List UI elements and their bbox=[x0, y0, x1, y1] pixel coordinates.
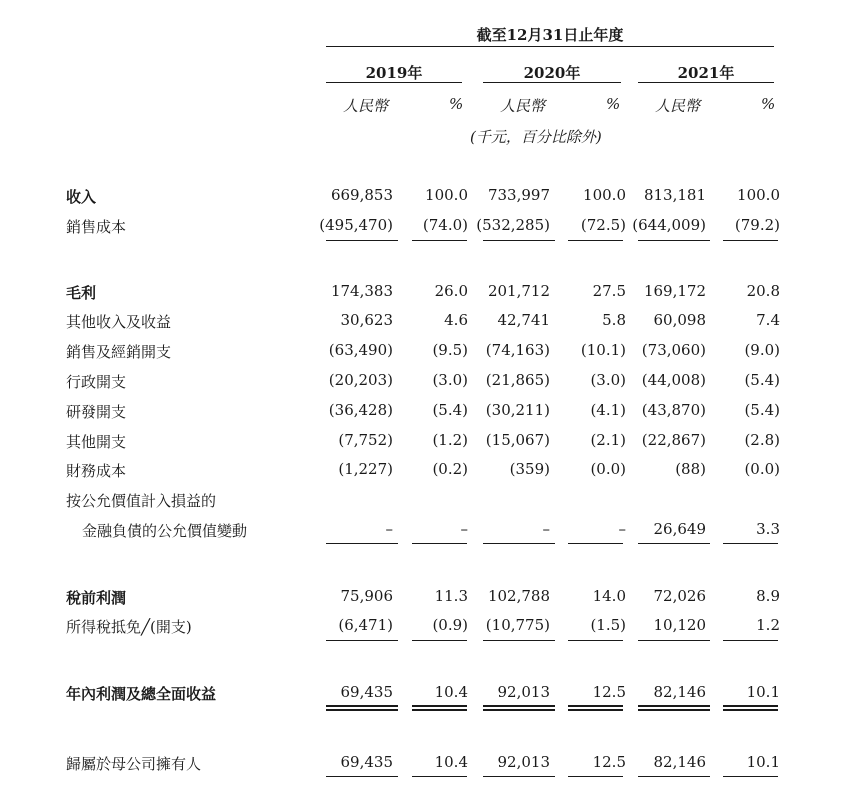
cell-pct-2020: 12.5 bbox=[592, 753, 626, 771]
cell-pct-2021: (5.4) bbox=[744, 371, 780, 389]
cell-pct-2019: 100.0 bbox=[425, 186, 468, 204]
subtotal-rule bbox=[638, 776, 710, 777]
cell-pct-2021: 8.9 bbox=[756, 587, 780, 605]
year-2019-rule bbox=[326, 82, 462, 83]
cell-pct-2019: 10.4 bbox=[434, 683, 468, 701]
subtotal-rule bbox=[723, 240, 778, 241]
unit-pct-2021: % bbox=[761, 95, 776, 113]
row-label-revenue: 收入 bbox=[66, 188, 97, 206]
subtotal-rule bbox=[412, 543, 467, 544]
cell-rmb-2020: (21,865) bbox=[485, 371, 550, 389]
subtotal-rule bbox=[723, 776, 778, 777]
row-label-finance-costs: 財務成本 bbox=[66, 462, 127, 480]
cell-rmb-2020: (15,067) bbox=[485, 431, 550, 449]
cell-rmb-2019: 30,623 bbox=[340, 311, 393, 329]
cell-rmb-2021: (22,867) bbox=[641, 431, 706, 449]
cell-rmb-2020: 733,997 bbox=[487, 186, 550, 204]
cell-pct-2020: (0.0) bbox=[590, 460, 626, 478]
year-2021-header: 2021年 bbox=[677, 64, 735, 82]
subtotal-rule bbox=[483, 640, 555, 641]
cell-rmb-2021: (44,008) bbox=[641, 371, 706, 389]
cell-pct-2020: 27.5 bbox=[592, 282, 626, 300]
cell-rmb-2019: (36,428) bbox=[328, 401, 393, 419]
row-label-other-income: 其他收入及收益 bbox=[66, 313, 172, 331]
cell-pct-2021: (2.8) bbox=[744, 431, 780, 449]
cell-rmb-2020: 201,712 bbox=[487, 282, 550, 300]
cell-pct-2020: 100.0 bbox=[583, 186, 626, 204]
cell-pct-2020: (2.1) bbox=[590, 431, 626, 449]
cell-pct-2019: 4.6 bbox=[444, 311, 468, 329]
cell-pct-2019: (3.0) bbox=[432, 371, 468, 389]
row-label-fair-value-line1: 按公允價值計入損益的 bbox=[66, 492, 217, 510]
total-double-rule bbox=[483, 705, 555, 711]
subtotal-rule bbox=[638, 240, 710, 241]
cell-pct-2020: (10.1) bbox=[580, 341, 626, 359]
cell-rmb-2021: (73,060) bbox=[641, 341, 706, 359]
cell-rmb-2019: (20,203) bbox=[328, 371, 393, 389]
subtotal-rule bbox=[638, 543, 710, 544]
cell-rmb-2019: 174,383 bbox=[330, 282, 393, 300]
cell-pct-2019: (1.2) bbox=[432, 431, 468, 449]
cell-rmb-2021: 72,026 bbox=[653, 587, 706, 605]
cell-pct-2019: (0.2) bbox=[432, 460, 468, 478]
cell-pct-2019: 26.0 bbox=[434, 282, 468, 300]
total-double-rule bbox=[723, 705, 778, 711]
row-label-attributable-owners: 歸屬於母公司擁有人 bbox=[66, 755, 202, 773]
cell-rmb-2019: 669,853 bbox=[330, 186, 393, 204]
cell-rmb-2019: (7,752) bbox=[338, 431, 393, 449]
row-label-total-comprehensive: 年內利潤及總全面收益 bbox=[66, 685, 217, 703]
subtotal-rule bbox=[483, 776, 555, 777]
subtotal-rule bbox=[568, 640, 623, 641]
cell-rmb-2019: 75,906 bbox=[340, 587, 393, 605]
cell-rmb-2019: (6,471) bbox=[338, 616, 393, 634]
total-double-rule bbox=[412, 705, 467, 711]
cell-rmb-2019: 69,435 bbox=[340, 683, 393, 701]
cell-rmb-2020: 92,013 bbox=[497, 683, 550, 701]
cell-pct-2021: 100.0 bbox=[737, 186, 780, 204]
row-label-selling-expenses: 銷售及經銷開支 bbox=[66, 343, 172, 361]
row-label-cost-of-sales: 銷售成本 bbox=[66, 218, 127, 236]
cell-rmb-2020: 92,013 bbox=[497, 753, 550, 771]
cell-pct-2021: (5.4) bbox=[744, 401, 780, 419]
cell-rmb-2020: (359) bbox=[509, 460, 550, 478]
cell-rmb-2020: (30,211) bbox=[485, 401, 550, 419]
cell-rmb-2019: 69,435 bbox=[340, 753, 393, 771]
cell-rmb-2020: (10,775) bbox=[485, 616, 550, 634]
cell-rmb-2020: – bbox=[542, 520, 550, 538]
cell-rmb-2021: (43,870) bbox=[641, 401, 706, 419]
cell-pct-2019: (5.4) bbox=[432, 401, 468, 419]
total-double-rule bbox=[326, 705, 398, 711]
cell-pct-2021: (9.0) bbox=[744, 341, 780, 359]
total-double-rule bbox=[568, 705, 623, 711]
row-label-admin-expenses: 行政開支 bbox=[66, 373, 127, 391]
unit-rmb-2020: 人民幣 bbox=[500, 97, 546, 115]
cell-pct-2021: 3.3 bbox=[756, 520, 780, 538]
year-2020-header: 2020年 bbox=[523, 64, 581, 82]
year-2019-header: 2019年 bbox=[365, 64, 423, 82]
subtotal-rule bbox=[326, 640, 398, 641]
cell-pct-2020: – bbox=[618, 520, 626, 538]
subtotal-rule bbox=[568, 776, 623, 777]
cell-rmb-2021: 82,146 bbox=[653, 683, 706, 701]
subtotal-rule bbox=[568, 543, 623, 544]
row-label-fair-value-line2: 金融負債的公允價值變動 bbox=[82, 522, 248, 540]
cell-pct-2019: 10.4 bbox=[434, 753, 468, 771]
year-2021-rule bbox=[638, 82, 774, 83]
period-header-rule bbox=[326, 46, 774, 47]
unit-rmb-2021: 人民幣 bbox=[655, 97, 701, 115]
subtotal-rule bbox=[483, 240, 555, 241]
cell-pct-2020: 12.5 bbox=[592, 683, 626, 701]
cell-pct-2020: (4.1) bbox=[590, 401, 626, 419]
cell-rmb-2021: 82,146 bbox=[653, 753, 706, 771]
unit-pct-2019: % bbox=[449, 95, 464, 113]
cell-rmb-2021: 169,172 bbox=[643, 282, 706, 300]
row-label-income-tax: 所得稅抵免╱(開支) bbox=[66, 618, 192, 636]
cell-pct-2019: (74.0) bbox=[422, 216, 468, 234]
cell-rmb-2019: (63,490) bbox=[328, 341, 393, 359]
cell-pct-2020: (72.5) bbox=[580, 216, 626, 234]
cell-rmb-2021: 813,181 bbox=[643, 186, 706, 204]
cell-pct-2021: 7.4 bbox=[756, 311, 780, 329]
row-label-other-expenses: 其他開支 bbox=[66, 433, 127, 451]
cell-pct-2020: (1.5) bbox=[590, 616, 626, 634]
row-label-profit-before-tax: 稅前利潤 bbox=[66, 589, 127, 607]
cell-pct-2021: 10.1 bbox=[746, 753, 780, 771]
unit-pct-2020: % bbox=[606, 95, 621, 113]
subtotal-rule bbox=[326, 776, 398, 777]
cell-rmb-2019: (495,470) bbox=[319, 216, 393, 234]
subtotal-rule bbox=[326, 240, 398, 241]
cell-rmb-2020: (532,285) bbox=[476, 216, 550, 234]
unit-note: (千元，百分比除外) bbox=[470, 128, 602, 146]
subtotal-rule bbox=[412, 776, 467, 777]
row-label-gross-profit: 毛利 bbox=[66, 284, 97, 302]
subtotal-rule bbox=[412, 640, 467, 641]
cell-rmb-2020: (74,163) bbox=[485, 341, 550, 359]
cell-pct-2019: (0.9) bbox=[432, 616, 468, 634]
cell-rmb-2020: 102,788 bbox=[487, 587, 550, 605]
row-label-rd-expenses: 研發開支 bbox=[66, 403, 127, 421]
cell-pct-2019: – bbox=[460, 520, 468, 538]
subtotal-rule bbox=[723, 543, 778, 544]
cell-rmb-2021: (644,009) bbox=[632, 216, 706, 234]
total-double-rule bbox=[638, 705, 710, 711]
cell-pct-2019: (9.5) bbox=[432, 341, 468, 359]
cell-rmb-2019: (1,227) bbox=[338, 460, 393, 478]
cell-pct-2020: 5.8 bbox=[602, 311, 626, 329]
cell-rmb-2020: 42,741 bbox=[497, 311, 550, 329]
subtotal-rule bbox=[723, 640, 778, 641]
cell-pct-2021: (0.0) bbox=[744, 460, 780, 478]
cell-pct-2019: 11.3 bbox=[434, 587, 468, 605]
cell-pct-2021: (79.2) bbox=[734, 216, 780, 234]
cell-pct-2021: 10.1 bbox=[746, 683, 780, 701]
subtotal-rule bbox=[568, 240, 623, 241]
year-2020-rule bbox=[483, 82, 621, 83]
subtotal-rule bbox=[483, 543, 555, 544]
cell-rmb-2021: (88) bbox=[675, 460, 706, 478]
cell-rmb-2019: – bbox=[385, 520, 393, 538]
subtotal-rule bbox=[412, 240, 467, 241]
subtotal-rule bbox=[638, 640, 710, 641]
cell-pct-2021: 1.2 bbox=[756, 616, 780, 634]
cell-rmb-2021: 26,649 bbox=[653, 520, 706, 538]
subtotal-rule bbox=[326, 543, 398, 544]
unit-rmb-2019: 人民幣 bbox=[343, 97, 389, 115]
cell-pct-2021: 20.8 bbox=[746, 282, 780, 300]
cell-pct-2020: 14.0 bbox=[592, 587, 626, 605]
cell-rmb-2021: 10,120 bbox=[653, 616, 706, 634]
cell-rmb-2021: 60,098 bbox=[653, 311, 706, 329]
cell-pct-2020: (3.0) bbox=[590, 371, 626, 389]
period-header: 截至12月31日止年度 bbox=[476, 26, 624, 44]
